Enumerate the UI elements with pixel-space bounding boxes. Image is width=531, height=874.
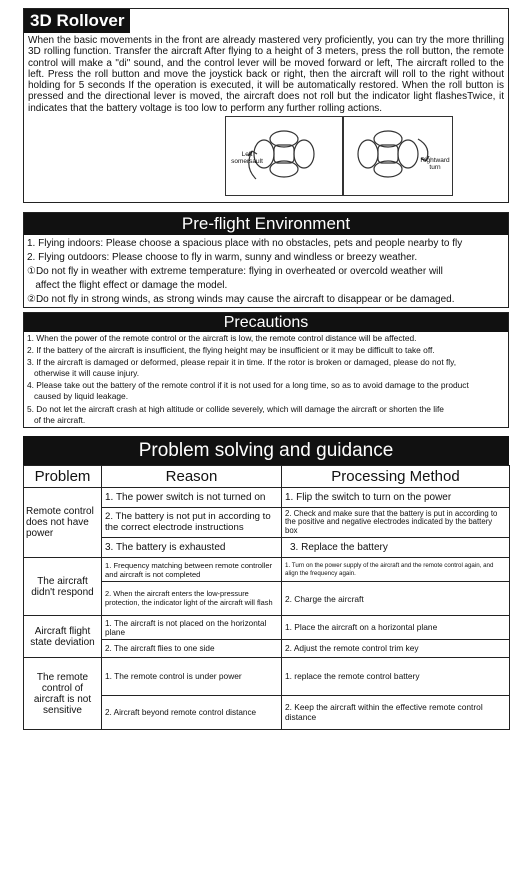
precautions-title: Precautions [223,314,309,331]
method-cell: 2. Check and make sure that the battery is put in according to the positive and negative electrodes indicated by the battery box [282,508,510,538]
header-problem: Problem [24,466,102,488]
precautions-line: of the aircraft. [27,415,86,425]
rollover-body: When the basic movements in the front are already mastered very proficiently, you can try the more thrilling 3D rolling function. Transfer the aircraft After flying to a height of 3 meters, press the roll button, the remote control will make a "di" sound, and the control lever will be moved forward or left, The aircraft rolled to the left. Press the roll button and move the joystick back or right, then the aircraft will roll to the right without holding for 5 seconds If the operation is executed, it will be automatically restored. When the roll button is pressed and the directional lever is moved, the aircraft does not roll but the indicator light flashesTwice, it indicates that the battery voltage is too low to perform any further rolling actions. [28,35,504,114]
left-somersault-label: Left somersault [231,151,263,165]
method-cell: 1. Place the aircraft on a horizontal plane [282,616,510,640]
rollover-title: 3D Rollover [30,11,125,30]
rollover-title-bar [24,9,130,33]
reason-cell: 1. Frequency matching between remote controller and aircraft is not completed [102,558,282,582]
reason-cell: 2. When the aircraft enters the low-pressure protection, the indicator light of the aircraft will flash [102,582,282,616]
reason-cell: 1. The aircraft is not placed on the horizontal plane [102,616,282,640]
problems-table [23,465,510,730]
precautions-line: 2. If the battery of the aircraft is insufficient, the flying height may be insufficient or it may be difficult to take off. [27,345,435,355]
drone-right-icon [344,117,452,195]
preflight-line: ①Do not fly in weather with extreme temperature: flying in overheated or overcold weather will [27,266,443,277]
preflight-line: affect the flight effect or damage the model. [27,280,228,291]
problem-cell: The remote control of aircraft is not sensitive [24,658,102,730]
problem-cell: The aircraft didn't respond [24,558,102,616]
precautions-line: caused by liquid leakage. [27,391,129,401]
reason-cell: 1. The remote control is under power [102,658,282,696]
rollover-illustration-right [343,116,453,196]
precautions-line: 1. When the power of the remote control or the aircraft is low, the remote control distance will be affected. [27,333,417,343]
method-cell: 2. Charge the aircraft [282,582,510,616]
problem-cell: Aircraft flight state deviation [24,616,102,658]
reason-cell: 2. The battery is not put in according to the correct electrode instructions [102,508,282,538]
preflight-line: ②Do not fly in strong winds, as strong winds may cause the aircraft to disappear or be damaged. [27,294,455,305]
preflight-line: 1. Flying indoors: Please choose a spacious place with no obstacles, pets and people nearby to fly [27,238,463,249]
precautions-line: 4. Please take out the battery of the remote control if it is not used for a long time, so as to avoid damage to the product [27,380,469,390]
method-cell: 1. Flip the switch to turn on the power [282,488,510,508]
reason-cell: 1. The power switch is not turned on [102,488,282,508]
method-cell: 3. Replace the battery [282,538,510,558]
precautions-title-bar [24,313,508,332]
header-reason: Reason [102,466,282,488]
precautions-line: 3. If the aircraft is damaged or deformed, please repair it in time. If the rotor is broken or damaged, please do not fly, [27,357,457,367]
header-method: Processing Method [282,466,510,488]
method-cell: 1. replace the remote control battery [282,658,510,696]
preflight-line: 2. Flying outdoors: Please choose to fly in warm, sunny and windless or breezy weather. [27,252,418,263]
preflight-title: Pre-flight Environment [181,214,351,233]
method-cell: 2. Adjust the remote control trim key [282,640,510,658]
method-cell: 2. Keep the aircraft within the effective remote control distance [282,696,510,730]
reason-cell: 2. The aircraft flies to one side [102,640,282,658]
reason-cell: 2. Aircraft beyond remote control distance [102,696,282,730]
problem-cell: Remote control does not have power [24,488,102,558]
precautions-line: 5. Do not let the aircraft crash at high altitude or collide severely, which will damage the aircraft or shorten the life [27,404,444,414]
precautions-line: otherwise it will cause injury. [27,368,140,378]
problems-title: Problem solving and guidance [138,440,394,461]
preflight-title-bar [24,213,508,235]
method-cell: 1. Turn on the power supply of the aircraft and the remote control again, and align the frequency again. [282,558,510,582]
problems-title-bar [23,436,509,465]
rollover-illustration-left [225,116,343,196]
rightward-turn-label: Rightward turn [420,157,450,171]
reason-cell: 3. The battery is exhausted [102,538,282,558]
